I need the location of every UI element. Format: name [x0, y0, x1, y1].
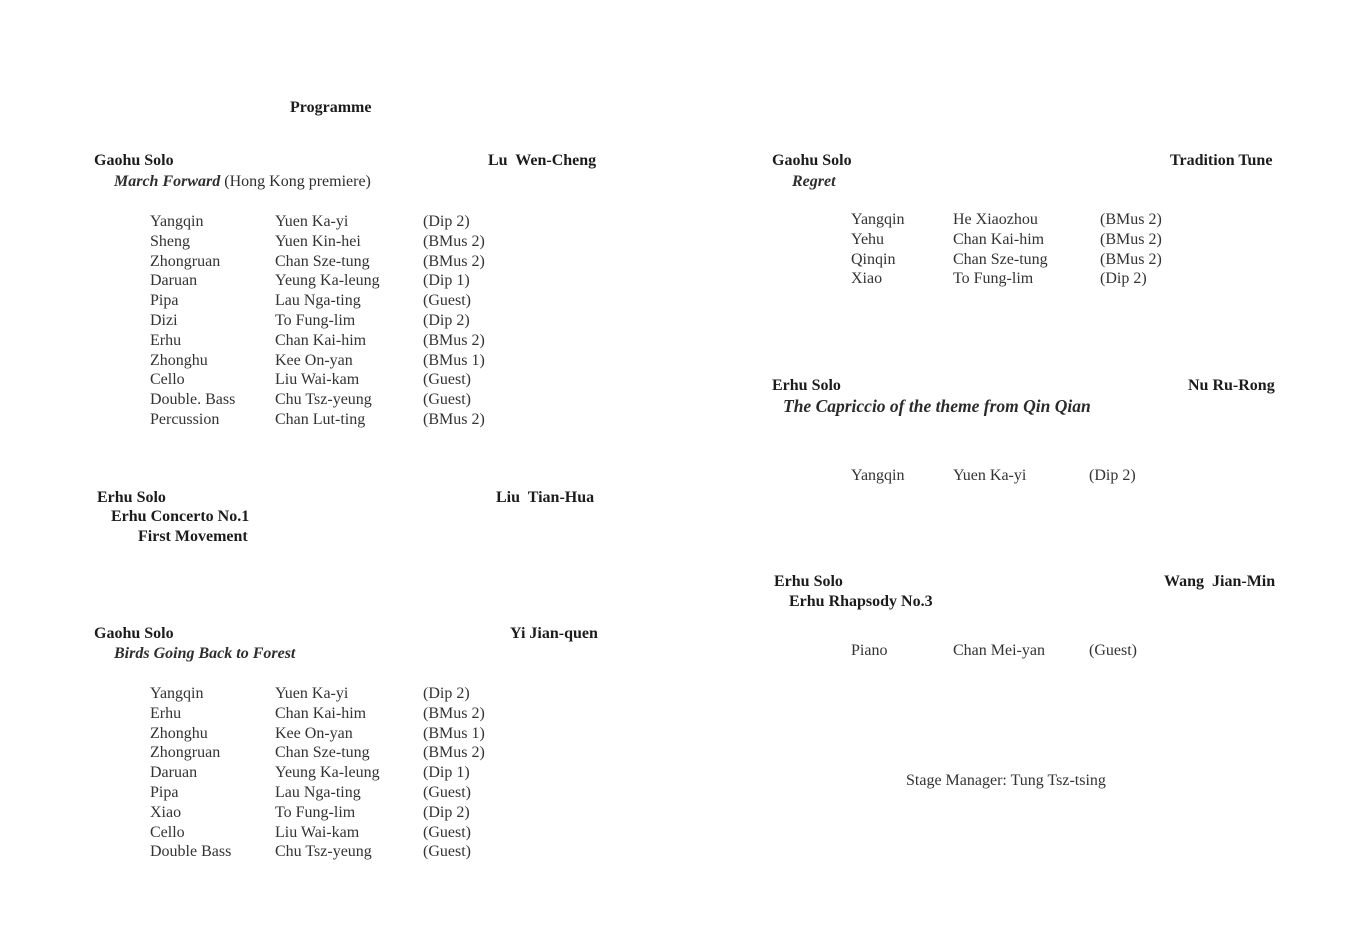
roster-row	[150, 212, 510, 232]
instrument: Yangqin	[851, 467, 905, 484]
performer-name: Kee On-yan	[275, 351, 353, 369]
page-title: Programme	[290, 99, 372, 116]
performer-roster	[150, 212, 510, 430]
roster-row	[150, 331, 510, 351]
study-level: (Guest)	[423, 292, 471, 310]
study-level: (BMus 1)	[423, 724, 485, 742]
roster-row	[150, 311, 510, 331]
roster-row	[150, 823, 510, 843]
study-level: (Guest)	[1089, 642, 1137, 659]
roster-row	[150, 803, 510, 823]
instrument: Yangqin	[150, 685, 204, 702]
roster-row	[851, 269, 1181, 289]
performer-name: To Fung-lim	[275, 311, 356, 329]
roster-row	[150, 763, 510, 783]
performer-roster	[851, 466, 1181, 486]
performer-roster	[851, 641, 1181, 661]
roster-row	[150, 232, 510, 252]
piece-composer: Nu Ru-Rong	[1188, 377, 1275, 394]
performer-name: He Xiaozhou	[953, 211, 1038, 228]
instrument: Double Bass	[150, 843, 232, 861]
performer-name: Lau Nga-ting	[275, 292, 361, 310]
instrument: Daruan	[150, 272, 198, 290]
roster-row	[851, 210, 1181, 230]
study-level: (Guest)	[423, 391, 471, 409]
piece-type: Gaohu Solo	[94, 625, 174, 642]
instrument: Sheng	[150, 232, 190, 250]
piece-title: Erhu Rhapsody No.3	[789, 593, 933, 610]
roster-row	[150, 684, 510, 704]
piece-composer: Lu Wen-Cheng	[488, 152, 597, 169]
instrument: Erhu	[150, 331, 182, 349]
piece-title: Erhu Concerto No.1	[111, 508, 250, 525]
piece-type: Erhu Solo	[772, 377, 841, 394]
instrument: Zhonghu	[150, 351, 208, 369]
study-level: (BMus 2)	[1100, 230, 1162, 248]
study-level: (Guest)	[423, 843, 471, 861]
instrument: Yangqin	[150, 213, 204, 230]
instrument: Pipa	[150, 783, 179, 801]
study-level: (Dip 1)	[423, 764, 470, 782]
piece-type: Erhu Solo	[774, 573, 843, 590]
piece-note: (Hong Kong premiere)	[220, 173, 371, 190]
instrument: Pipa	[150, 292, 179, 310]
study-level: (BMus 2)	[423, 410, 485, 428]
performer-name: Yeung Ka-leung	[275, 272, 380, 290]
roster-row	[851, 230, 1181, 250]
instrument: Piano	[851, 642, 888, 659]
roster-row	[150, 410, 510, 430]
roster-row	[851, 250, 1181, 270]
instrument: Yangqin	[851, 211, 905, 228]
performer-name: Chan Kai-him	[275, 704, 367, 722]
study-level: (BMus 1)	[423, 351, 485, 369]
roster-row	[150, 291, 510, 311]
study-level: (Dip 2)	[423, 213, 470, 230]
study-level: (BMus 2)	[423, 252, 485, 270]
instrument: Double. Bass	[150, 391, 236, 409]
piece-composer: Yi Jian-quen	[510, 625, 598, 642]
piece-type: Erhu Solo	[97, 489, 166, 506]
performer-name: Yuen Ka-yi	[275, 685, 349, 702]
roster-row	[150, 351, 510, 371]
piece-type: Gaohu Solo	[94, 152, 174, 169]
instrument: Zhongruan	[150, 252, 221, 270]
instrument: Qinqin	[851, 250, 896, 268]
piece-movement: First Movement	[138, 528, 248, 545]
instrument: Cello	[150, 371, 185, 389]
instrument: Yehu	[851, 230, 885, 248]
study-level: (Dip 2)	[423, 311, 470, 329]
study-level: (Dip 2)	[1100, 270, 1147, 288]
instrument: Xiao	[851, 270, 883, 288]
study-level: (Dip 2)	[423, 685, 470, 702]
instrument: Erhu	[150, 704, 182, 722]
piece-composer: Tradition Tune	[1170, 152, 1273, 169]
performer-name: Liu Wai-kam	[275, 371, 360, 389]
roster-row	[150, 370, 510, 390]
roster-row	[851, 641, 1181, 661]
piece-title: Birds Going Back to Forest	[114, 645, 296, 662]
instrument: Dizi	[150, 311, 178, 329]
piece-title: The Capriccio of the theme from Qin Qian	[783, 396, 1091, 416]
instrument: Cello	[150, 823, 185, 841]
performer-name: Yuen Ka-yi	[953, 467, 1027, 484]
roster-row	[150, 271, 510, 291]
study-level: (Dip 2)	[1089, 467, 1136, 484]
performer-name: Liu Wai-kam	[275, 823, 360, 841]
instrument: Zhonghu	[150, 724, 208, 742]
performer-name: To Fung-lim	[275, 803, 356, 821]
study-level: (BMus 2)	[1100, 211, 1162, 228]
performer-name: Lau Nga-ting	[275, 783, 361, 801]
piece-title: March Forward	[114, 173, 221, 190]
roster-row	[150, 783, 510, 803]
instrument: Xiao	[150, 803, 182, 821]
study-level: (BMus 2)	[1100, 250, 1162, 268]
piece-type: Gaohu Solo	[772, 152, 852, 169]
study-level: (Guest)	[423, 823, 471, 841]
roster-row	[150, 743, 510, 763]
performer-name: Chu Tsz-yeung	[275, 843, 372, 861]
piece-title: Regret	[792, 173, 836, 190]
performer-name: Yuen Kin-hei	[275, 232, 361, 250]
performer-name: Kee On-yan	[275, 724, 353, 742]
study-level: (Guest)	[423, 783, 471, 801]
instrument: Daruan	[150, 764, 198, 782]
performer-name: Yuen Ka-yi	[275, 213, 349, 230]
study-level: (Guest)	[423, 371, 471, 389]
study-level: (BMus 2)	[423, 232, 485, 250]
performer-name: Chan Sze-tung	[275, 252, 370, 270]
roster-row	[150, 842, 510, 862]
piece-title-line	[114, 172, 371, 192]
performer-name: Chan Kai-him	[275, 331, 367, 349]
study-level: (Dip 2)	[423, 803, 470, 821]
performer-name: Yeung Ka-leung	[275, 764, 380, 782]
roster-row	[150, 252, 510, 272]
performer-name: Chan Kai-him	[953, 230, 1045, 248]
roster-row	[851, 466, 1181, 486]
piece-composer: Liu Tian-Hua	[496, 489, 595, 506]
performer-name: Chan Sze-tung	[953, 250, 1048, 268]
roster-row	[150, 724, 510, 744]
study-level: (Dip 1)	[423, 272, 470, 290]
study-level: (BMus 2)	[423, 704, 485, 722]
stage-manager-credit: Stage Manager: Tung Tsz-tsing	[906, 772, 1106, 789]
performer-name: Chan Mei-yan	[953, 642, 1045, 659]
study-level: (BMus 2)	[423, 744, 485, 762]
instrument: Percussion	[150, 410, 220, 428]
performer-roster	[851, 210, 1181, 289]
instrument: Zhongruan	[150, 744, 221, 762]
roster-row	[150, 704, 510, 724]
performer-name: Chan Sze-tung	[275, 744, 370, 762]
roster-row	[150, 390, 510, 410]
piece-composer: Wang Jian-Min	[1164, 573, 1276, 590]
performer-name: To Fung-lim	[953, 270, 1034, 288]
performer-name: Chu Tsz-yeung	[275, 391, 372, 409]
performer-name: Chan Lut-ting	[275, 410, 366, 428]
performer-roster	[150, 684, 510, 862]
study-level: (BMus 2)	[423, 331, 485, 349]
